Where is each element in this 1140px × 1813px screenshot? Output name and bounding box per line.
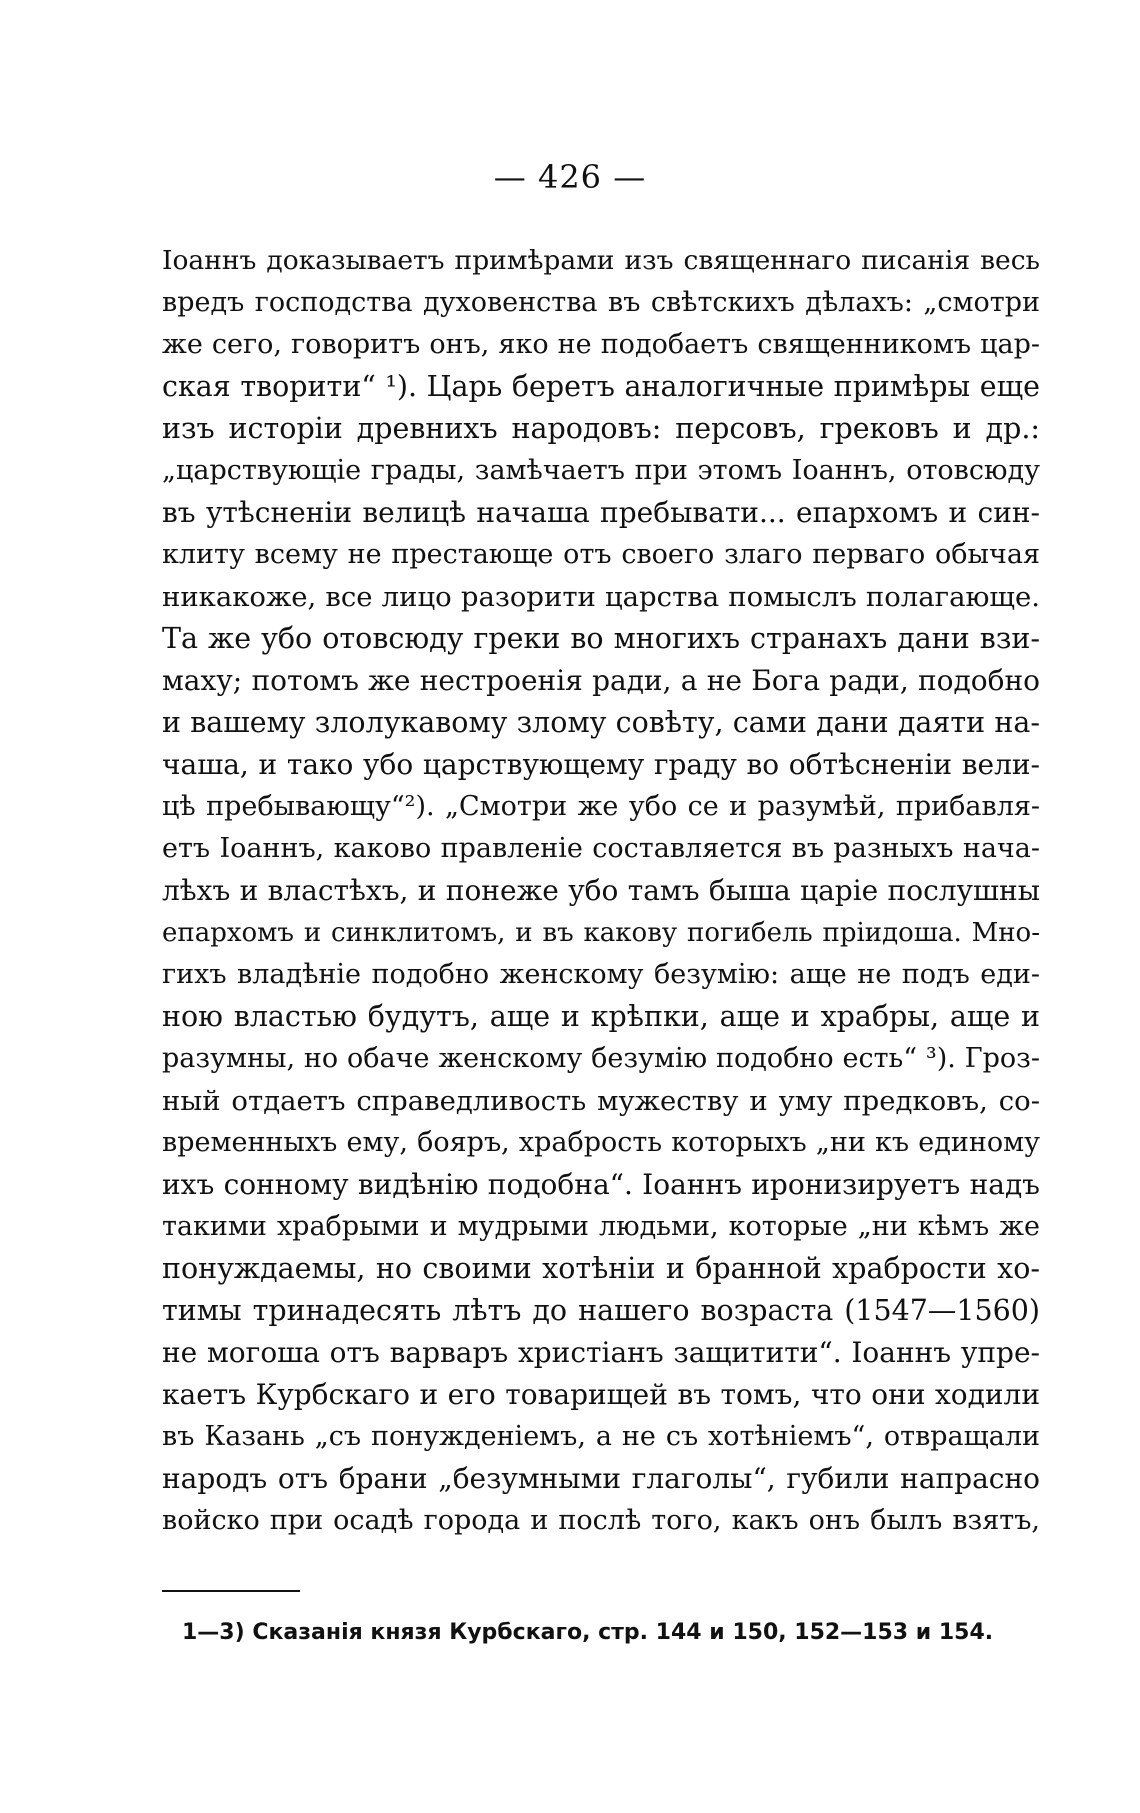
text-line: же сего, говоритъ онъ, яко не подобаетъ священникомъ цар- <box>162 329 1040 360</box>
page-number: — 426 — <box>493 158 647 196</box>
footnote-divider <box>162 1590 300 1592</box>
text-line: лѣхъ и властѣхъ, и понеже убо тамъ быша царіе послушны <box>162 874 1040 907</box>
text-line: каетъ Курбскаго и его товарищей въ томъ, что они ходили <box>162 1378 1040 1411</box>
text-line: временныхъ ему, бояръ, храбрость которыхъ „ни къ единому <box>162 1127 1040 1158</box>
text-line: Іоаннъ доказываетъ примѣрами изъ священнаго писанія весь <box>162 245 1040 276</box>
text-line: войско при осадѣ города и послѣ того, какъ онъ былъ взятъ, <box>162 1505 1040 1536</box>
text-line: не могоша отъ варваръ христіанъ защитити“. Іоаннъ упре- <box>162 1336 1040 1369</box>
text-line: разумны, но обаче женскому безумію подобно есть“ ³). Гроз- <box>162 1043 1040 1074</box>
text-line: ною властью будутъ, аще и крѣпки, аще и храбры, аще и <box>162 1000 1040 1033</box>
text-line: Та же убо отовсюду греки во многихъ странахъ дани взи- <box>162 622 1040 655</box>
text-line: народъ отъ брани „безумными глаголы“, губили напрасно <box>162 1462 1040 1495</box>
text-line: клиту всему не престающе отъ своего злаго перваго обычая <box>162 539 1040 570</box>
text-line: изъ исторіи древнихъ народовъ: персовъ, грековъ и др.: <box>162 412 1040 445</box>
text-line: вредъ господства духовенства въ свѣтскихъ дѣлахъ: „смотри <box>162 287 1040 318</box>
text-line: етъ Іоаннъ, каково правленіе составляется въ разныхъ нача- <box>162 833 1040 864</box>
text-line: гихъ владѣніе подобно женскому безумію: аще не подъ еди- <box>162 959 1040 990</box>
text-line: цѣ пребывающу“²). „Смотри же убо се и разумѣй, прибавля- <box>162 791 1040 822</box>
text-line: ный отдаетъ справедливость мужеству и уму предковъ, со- <box>162 1085 1040 1117</box>
text-line: никакоже, все лицо разорити царства помыслъ полагающе. <box>162 581 1040 613</box>
text-line: и вашему злолукавому злому совѣту, сами дани даяти на- <box>162 706 1040 739</box>
text-line: ихъ сонному видѣнію подобна“. Іоаннъ иронизируетъ надъ <box>162 1168 1040 1201</box>
text-line: „царствующіе грады, замѣчаетъ при этомъ Іоаннъ, отовсюду <box>162 455 1040 486</box>
text-line: маху; потомъ же нестроенія ради, а не Бога ради, подобно <box>162 664 1040 697</box>
text-line: ская творити“ ¹). Царь беретъ аналогичные примѣры еще <box>162 370 1040 403</box>
text-line: въ Казань „съ понужденіемъ, а не съ хотѣніемъ“, отвращали <box>162 1421 1040 1452</box>
text-line: такими храбрыми и мудрыми людьми, которые „ни кѣмъ же <box>162 1211 1040 1242</box>
text-line: чаша, и тако убо царствующему граду во обтѣсненіи вели- <box>162 748 1040 781</box>
text-line: понуждаемы, но своими хотѣніи и бранной храбрости хо- <box>162 1252 1040 1285</box>
footnote: 1—3) Сказанія князя Курбскаго, стр. 144 и 150, 152—153 и 154. <box>182 1620 994 1645</box>
body-text <box>162 240 1040 1542</box>
text-line: тимы тринадесять лѣтъ до нашего возраста (1547—1560) <box>162 1294 1040 1327</box>
text-line: въ утѣсненіи велицѣ начаша пребывати... епархомъ и син- <box>162 496 1040 529</box>
text-line: епархомъ и синклитомъ, и въ какову погибель пріидоша. Мно- <box>162 918 1040 948</box>
